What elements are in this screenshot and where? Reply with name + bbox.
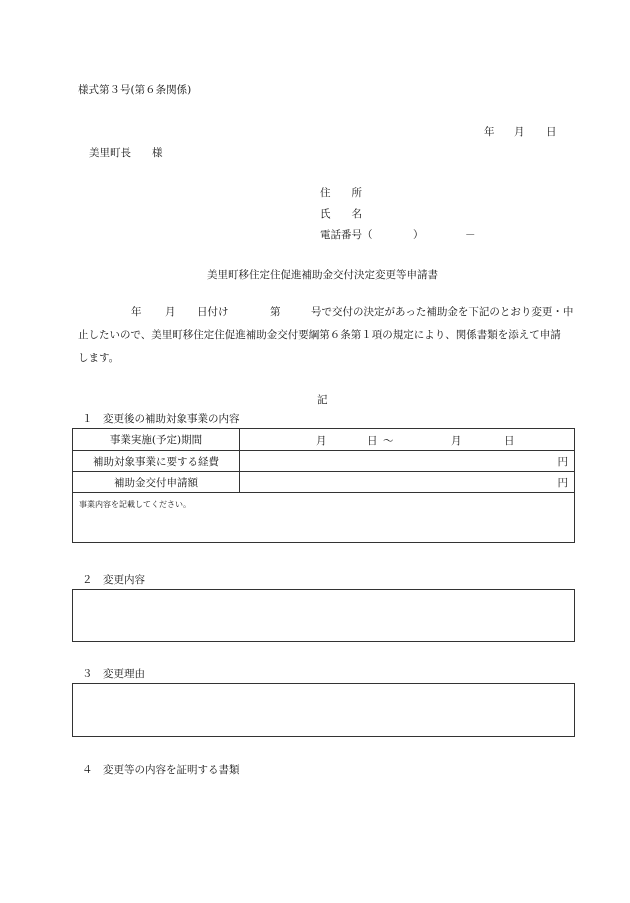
address-label: 住 所	[320, 187, 362, 199]
name-label: 氏 名	[320, 208, 362, 220]
phone-paren-close: ）	[413, 229, 424, 241]
intro-year: 年	[131, 306, 142, 318]
table-row	[73, 493, 575, 543]
section1-heading: １ 変更後の補助対象事業の内容	[82, 413, 240, 425]
intro-line2: 止したいので、美里町移住定住促進補助金交付要綱第６条第１項の規定により、関係書類を添えて申請	[78, 329, 561, 341]
date-year: 年	[484, 126, 495, 138]
table-row	[73, 429, 575, 451]
intro-no: 第	[270, 306, 281, 318]
section1-table	[72, 428, 575, 543]
section3-heading: ３ 変更理由	[82, 668, 145, 680]
period-label: 事業実施(予定)期間	[73, 429, 240, 451]
amount-label: 補助金交付申請額	[73, 472, 240, 493]
period-day1: 日	[367, 435, 378, 447]
cost-value[interactable]: 円	[240, 451, 575, 472]
content-note[interactable]: 事業内容を記載してください。	[73, 493, 575, 543]
table-row	[73, 472, 575, 493]
document-title: 美里町移住定住促進補助金交付決定変更等申請書	[207, 269, 438, 281]
cost-label: 補助対象事業に要する経費	[73, 451, 240, 472]
ki-heading: 記	[317, 394, 328, 406]
intro-day: 日付け	[197, 306, 229, 318]
section2-heading: ２ 変更内容	[82, 574, 145, 586]
period-tilde: ～	[383, 435, 394, 447]
intro-line1-rest: 号で交付の決定があった補助金を下記のとおり変更・中	[311, 306, 574, 318]
phone-dash: －	[465, 229, 476, 241]
amount-value[interactable]: 円	[240, 472, 575, 493]
section4-heading: ４ 変更等の内容を証明する書類	[82, 764, 240, 776]
phone-label: 電話番号（	[320, 229, 373, 241]
period-day2: 日	[504, 435, 515, 447]
change-reason-box[interactable]	[72, 683, 575, 737]
period-month1: 月	[316, 435, 327, 447]
date-month: 月	[514, 126, 525, 138]
table-row	[73, 451, 575, 472]
intro-line3: します。	[78, 352, 120, 364]
form-number: 様式第３号(第６条関係)	[78, 84, 192, 96]
period-month2: 月	[451, 435, 462, 447]
change-content-box[interactable]	[72, 589, 575, 642]
intro-month: 月	[165, 306, 176, 318]
addressee: 美里町長 様	[89, 147, 163, 159]
date-day: 日	[546, 126, 557, 138]
period-value[interactable]	[240, 429, 575, 451]
